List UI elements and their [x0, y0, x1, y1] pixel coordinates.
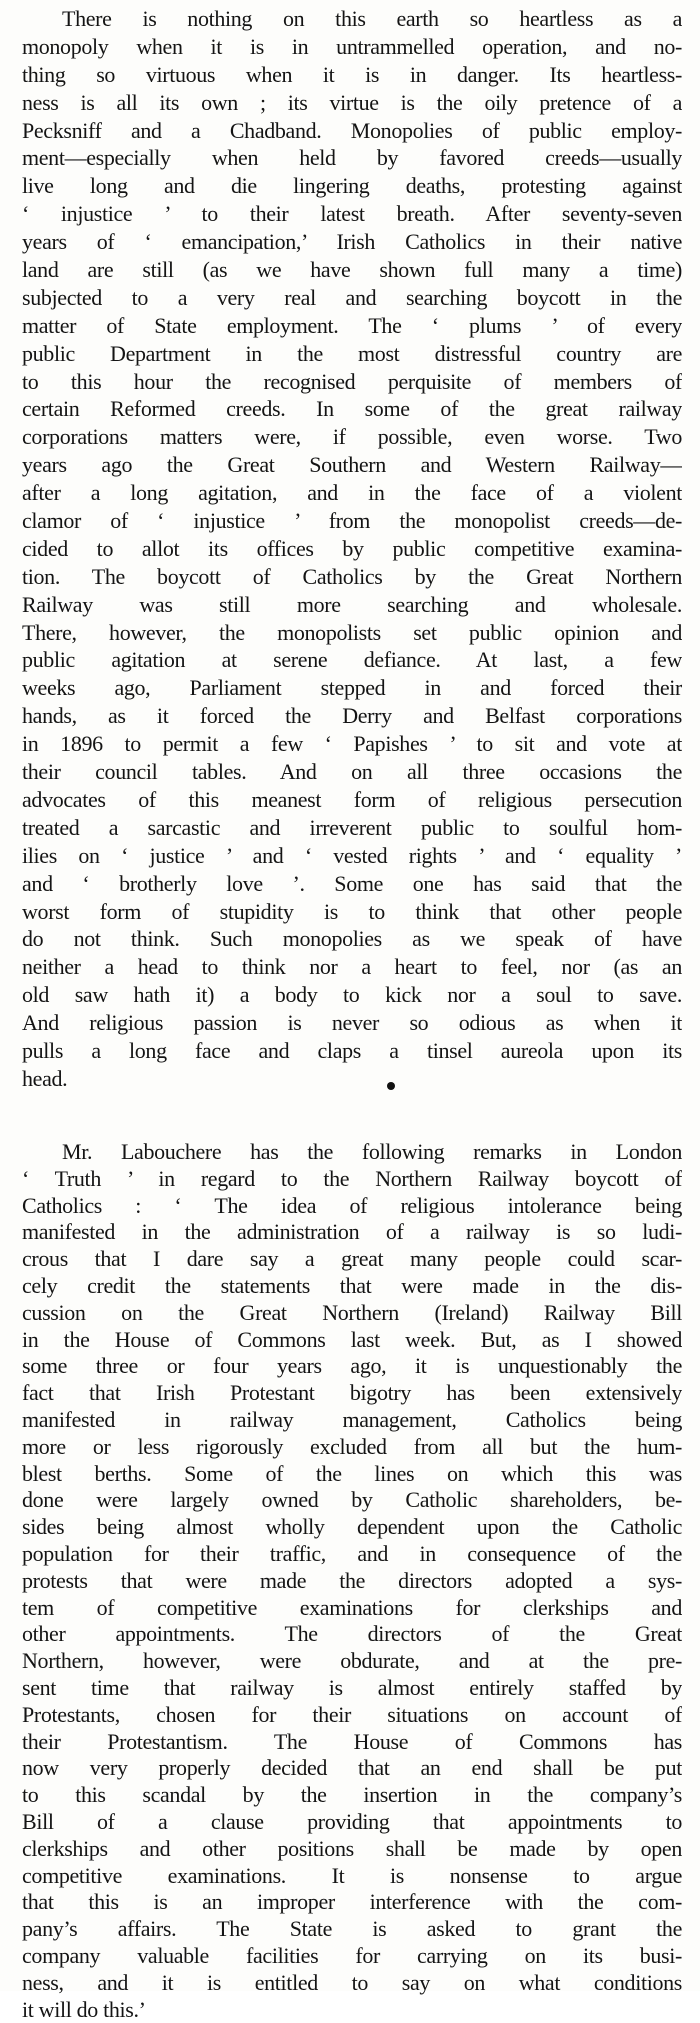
paragraph2-line: sides being almost wholly dependent upon the Catholic — [22, 1514, 682, 1541]
paragraph1-line: old saw hath it) a body to kick nor a soul to save. — [22, 981, 682, 1009]
paragraph1-line: ment—especially when held by favored creeds—usually — [22, 144, 682, 172]
paragraph2-line: population for their traffic, and in consequence of the — [22, 1541, 682, 1568]
paragraph2-line: that this is an improper interference with the com- — [22, 1889, 682, 1916]
paragraph1-line: Railway was still more searching and wholesale. — [22, 591, 682, 619]
paragraph2-line: pany’s affairs. The State is asked to grant the — [22, 1916, 682, 1943]
paragraph1-line: head. — [22, 1065, 682, 1093]
paragraph2-line: done were largely owned by Catholic shareholders, be- — [22, 1487, 682, 1514]
paragraph2-line: blest berths. Some of the lines on which this was — [22, 1461, 682, 1488]
paragraph1-line: after a long agitation, and in the face of a violent — [22, 479, 682, 507]
paragraph1-line: worst form of stupidity is to think that other people — [22, 898, 682, 926]
article-paragraph-labouchere — [22, 1139, 682, 2023]
paragraph2-line: Northern, however, were obdurate, and at the pre- — [22, 1648, 682, 1675]
paragraph1-line: thing so virtuous when it is in danger. Its heartless- — [22, 61, 682, 89]
paragraph2-line: clerkships and other positions shall be made by open — [22, 1836, 682, 1863]
paragraph1-line: do not think. Such monopolies as we speak of have — [22, 925, 682, 953]
paragraph1-line: matter of State employment. The ‘ plums ’ of every — [22, 312, 682, 340]
paragraph2-line: now very properly decided that an end shall be put — [22, 1755, 682, 1782]
paragraph2-line: Bill of a clause providing that appointments to — [22, 1809, 682, 1836]
paragraph1-line: clamor of ‘ injustice ’ from the monopolist creeds—de- — [22, 507, 682, 535]
paragraph2-line: company valuable facilities for carrying on its busi- — [22, 1943, 682, 1970]
paragraph2-line: more or less rigorously excluded from all but the hum- — [22, 1434, 682, 1461]
paragraph1-line: ‘ injustice ’ to their latest breath. After seventy-seven — [22, 200, 682, 228]
paragraph1-line: live long and die lingering deaths, protesting against — [22, 172, 682, 200]
paragraph1-line: land are still (as we have shown full many a time) — [22, 256, 682, 284]
paragraph2-line: in the House of Commons last week. But, as I showed — [22, 1327, 682, 1354]
paragraph2-line: crous that I dare say a great many people could scar- — [22, 1246, 682, 1273]
paragraph2-line: other appointments. The directors of the Great — [22, 1621, 682, 1648]
paragraph1-line: public agitation at serene defiance. At last, a few — [22, 646, 682, 674]
paragraph2-line: ness, and it is entitled to say on what conditions — [22, 1970, 682, 1997]
paragraph1-line: and ‘ brotherly love ’. Some one has said that the — [22, 870, 682, 898]
paragraph1-line: neither a head to think nor a heart to feel, nor (as an — [22, 953, 682, 981]
paragraph1-line: years of ‘ emancipation,’ Irish Catholics in their native — [22, 228, 682, 256]
paragraph2-line: it will do this.’ — [22, 1997, 682, 2023]
paragraph1-line: to this hour the recognised perquisite of members of — [22, 368, 682, 396]
article-paragraph-monopoly — [22, 5, 682, 1093]
paragraph1-line: years ago the Great Southern and Western Railway— — [22, 451, 682, 479]
paragraph2-line: some three or four years ago, it is unquestionably the — [22, 1353, 682, 1380]
paragraph1-line: hands, as it forced the Derry and Belfast corporations — [22, 702, 682, 730]
paragraph1-line: corporations matters were, if possible, even worse. Two — [22, 423, 682, 451]
paragraph1-line: Pecksniff and a Chadband. Monopolies of public employ- — [22, 117, 682, 145]
paragraph1-line: weeks ago, Parliament stepped in and forced their — [22, 674, 682, 702]
paragraph2-line: tem of competitive examinations for clerkships and — [22, 1595, 682, 1622]
section-separator-dot — [387, 1082, 395, 1090]
paragraph2-line: sent time that railway is almost entirely staffed by — [22, 1675, 682, 1702]
paragraph1-line: pulls a long face and claps a tinsel aureola upon its — [22, 1037, 682, 1065]
paragraph2-line: manifested in railway management, Catholics being — [22, 1407, 682, 1434]
paragraph1-line: And religious passion is never so odious as when it — [22, 1009, 682, 1037]
paragraph2-line: their Protestantism. The House of Commons has — [22, 1729, 682, 1756]
paragraph2-line: to this scandal by the insertion in the company’s — [22, 1782, 682, 1809]
paragraph2-line: ‘ Truth ’ in regard to the Northern Railway boycott of — [22, 1166, 682, 1193]
paragraph1-line: subjected to a very real and searching boycott in the — [22, 284, 682, 312]
paragraph1-line: in 1896 to permit a few ‘ Papishes ’ to sit and vote at — [22, 730, 682, 758]
paragraph1-line: ness is all its own ; its virtue is the oily pretence of a — [22, 89, 682, 117]
paragraph2-line: Mr. Labouchere has the following remarks in London — [22, 1139, 682, 1166]
paragraph1-line: tion. The boycott of Catholics by the Great Northern — [22, 563, 682, 591]
paragraph2-line: competitive examinations. It is nonsense to argue — [22, 1863, 682, 1890]
paragraph2-line: Protestants, chosen for their situations on account of — [22, 1702, 682, 1729]
paragraph2-line: cussion on the Great Northern (Ireland) Railway Bill — [22, 1300, 682, 1327]
paragraph2-line: protests that were made the directors adopted a sys- — [22, 1568, 682, 1595]
paragraph2-line: Catholics : ‘ The idea of religious intolerance being — [22, 1193, 682, 1220]
paragraph1-line: There is nothing on this earth so heartless as a — [22, 5, 682, 33]
paragraph1-line: public Department in the most distressful country are — [22, 340, 682, 368]
paragraph1-line: There, however, the monopolists set public opinion and — [22, 619, 682, 647]
paragraph1-line: cided to allot its offices by public competitive examina- — [22, 535, 682, 563]
paragraph2-line: cely credit the statements that were made in the dis- — [22, 1273, 682, 1300]
paragraph2-line: fact that Irish Protestant bigotry has been extensively — [22, 1380, 682, 1407]
paragraph2-line: manifested in the administration of a railway is so ludi- — [22, 1219, 682, 1246]
paragraph1-line: treated a sarcastic and irreverent public to soulful hom- — [22, 814, 682, 842]
paragraph1-line: monopoly when it is in untrammelled operation, and no- — [22, 33, 682, 61]
paragraph1-line: certain Reformed creeds. In some of the great railway — [22, 395, 682, 423]
paragraph1-line: ilies on ‘ justice ’ and ‘ vested rights ’ and ‘ equality ’ — [22, 842, 682, 870]
paragraph1-line: advocates of this meanest form of religious persecution — [22, 786, 682, 814]
paragraph1-line: their council tables. And on all three occasions the — [22, 758, 682, 786]
